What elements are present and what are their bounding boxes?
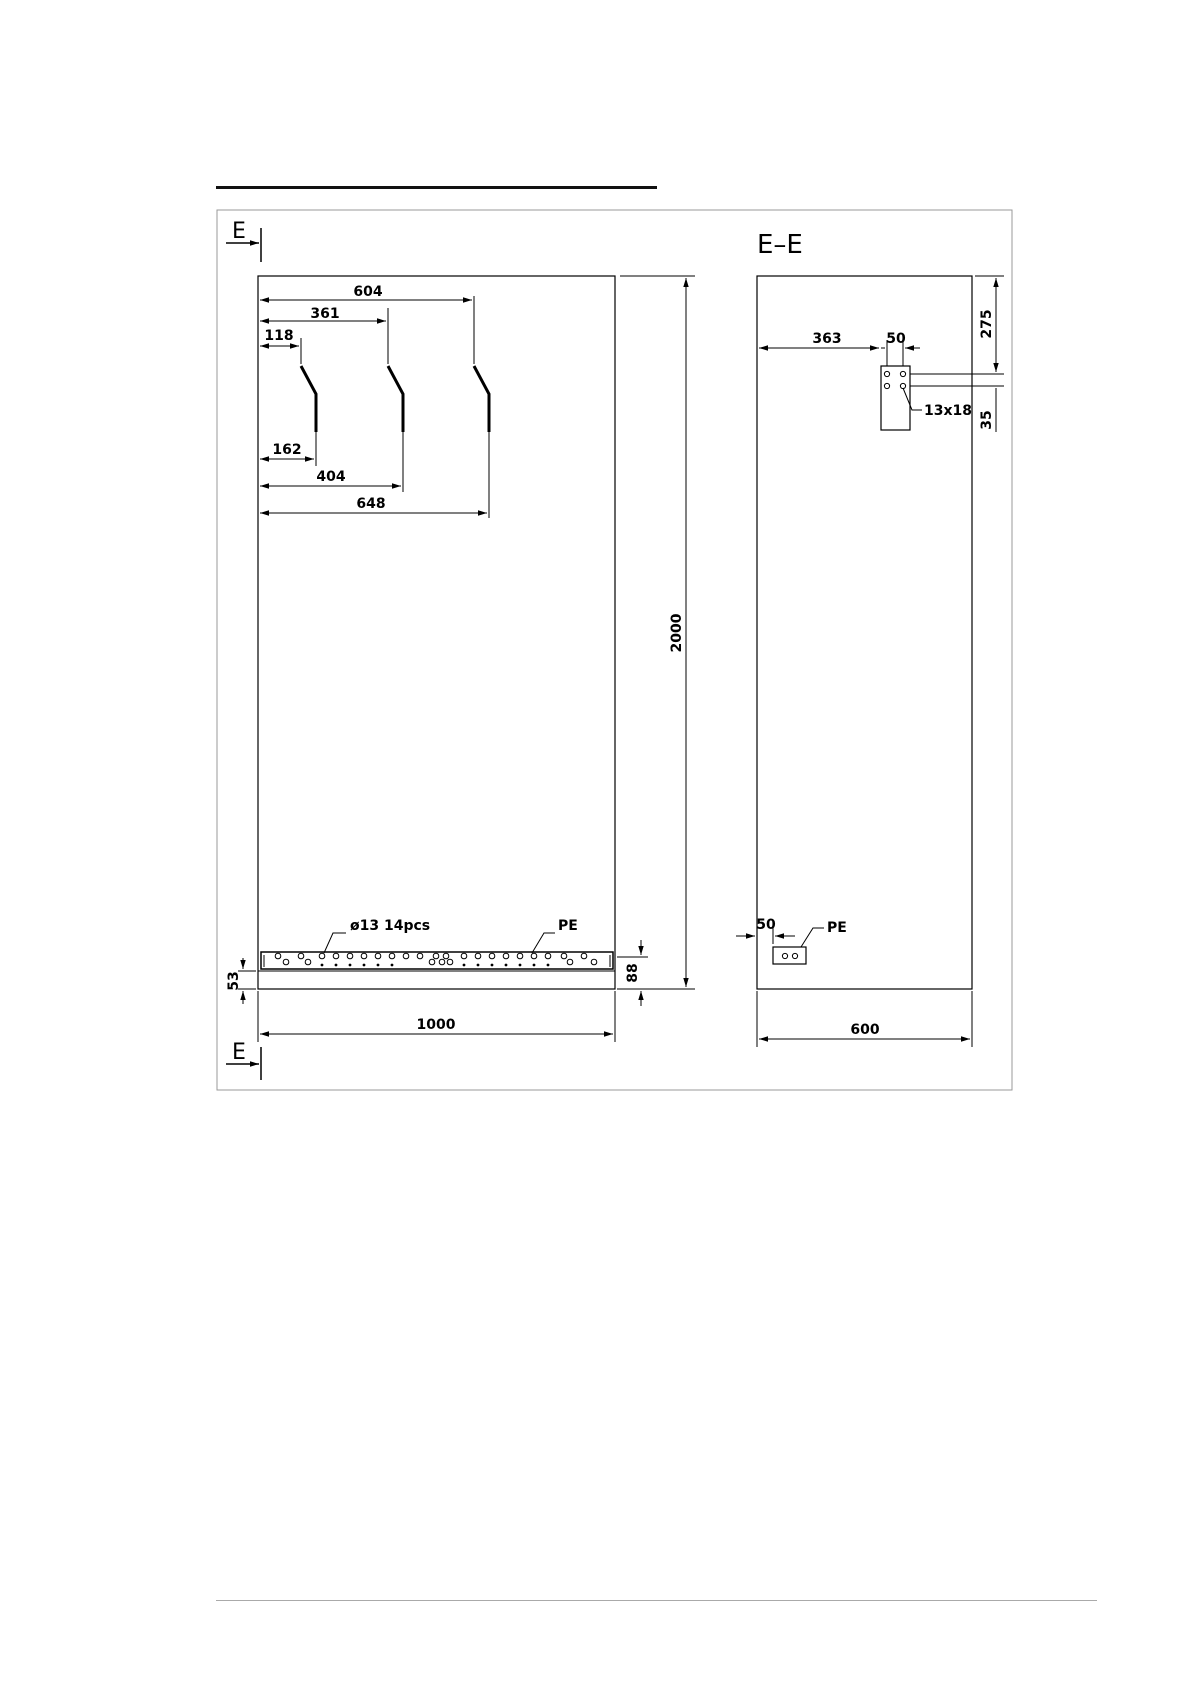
- gland-hole: [298, 953, 304, 959]
- section-title: E–E: [757, 230, 803, 260]
- gland-hole: [417, 953, 423, 959]
- gland-hole: [433, 953, 439, 959]
- pe-bar-side: [773, 947, 806, 964]
- gland-hole: [531, 953, 537, 959]
- gland-hole: [389, 953, 395, 959]
- gland-hole: [447, 959, 453, 965]
- gland-hole: [319, 953, 325, 959]
- gland-hole: [591, 959, 597, 965]
- dim-162: 162: [272, 442, 302, 458]
- dim-404: 404: [316, 469, 346, 485]
- gland-hole-small: [477, 964, 480, 967]
- side-view: [736, 276, 1004, 1047]
- gland-hole: [439, 959, 445, 965]
- section-marker-top-label: E: [232, 219, 246, 244]
- slot-label: 13x18: [924, 403, 972, 419]
- dim-604: 604: [353, 284, 383, 300]
- gland-hole-small: [377, 964, 380, 967]
- gland-hole: [461, 953, 467, 959]
- holes-label: ø13 14pcs: [350, 918, 431, 934]
- gland-hole: [429, 959, 435, 965]
- pe-label-side: PE: [827, 920, 847, 936]
- gland-hole: [581, 953, 587, 959]
- gland-hole: [375, 953, 381, 959]
- section-marker-bottom-label: E: [232, 1040, 246, 1065]
- gland-hole: [545, 953, 551, 959]
- gland-hole: [517, 953, 523, 959]
- gland-plate: [261, 952, 613, 969]
- gland-hole: [283, 959, 289, 965]
- dim-118: 118: [264, 328, 294, 344]
- dim-50-bottom: 50: [756, 917, 776, 933]
- gland-hole: [347, 953, 353, 959]
- dim-50-top: 50: [886, 331, 906, 347]
- dim-275: 275: [979, 309, 995, 339]
- gland-hole: [475, 953, 481, 959]
- busbars: [301, 366, 489, 432]
- gland-hole-small: [321, 964, 324, 967]
- gland-hole-small: [547, 964, 550, 967]
- gland-hole: [305, 959, 311, 965]
- dim-363: 363: [812, 331, 842, 347]
- front-view: [226, 276, 695, 1042]
- gland-hole-small: [335, 964, 338, 967]
- gland-hole-small: [363, 964, 366, 967]
- gland-hole: [567, 959, 573, 965]
- gland-hole: [443, 953, 449, 959]
- gland-hole: [275, 953, 281, 959]
- dim-600: 600: [850, 1022, 880, 1038]
- gland-hole-small: [463, 964, 466, 967]
- dim-2000: 2000: [669, 613, 685, 653]
- gland-hole: [503, 953, 509, 959]
- gland-hole: [489, 953, 495, 959]
- gland-hole: [403, 953, 409, 959]
- dim-88: 88: [625, 963, 641, 983]
- pe-label-front: PE: [558, 918, 578, 934]
- gland-hole: [333, 953, 339, 959]
- gland-hole-small: [491, 964, 494, 967]
- gland-hole-small: [519, 964, 522, 967]
- gland-hole-small: [391, 964, 394, 967]
- gland-hole: [561, 953, 567, 959]
- dim-648: 648: [356, 496, 386, 512]
- gland-hole: [361, 953, 367, 959]
- gland-hole-small: [505, 964, 508, 967]
- dim-53: 53: [226, 971, 242, 991]
- gland-holes: [275, 953, 597, 966]
- gland-hole-small: [533, 964, 536, 967]
- dim-361: 361: [310, 306, 340, 322]
- side-outline: [757, 276, 972, 989]
- dim-35: 35: [979, 410, 995, 430]
- dim-1000: 1000: [416, 1017, 456, 1033]
- gland-hole-small: [349, 964, 352, 967]
